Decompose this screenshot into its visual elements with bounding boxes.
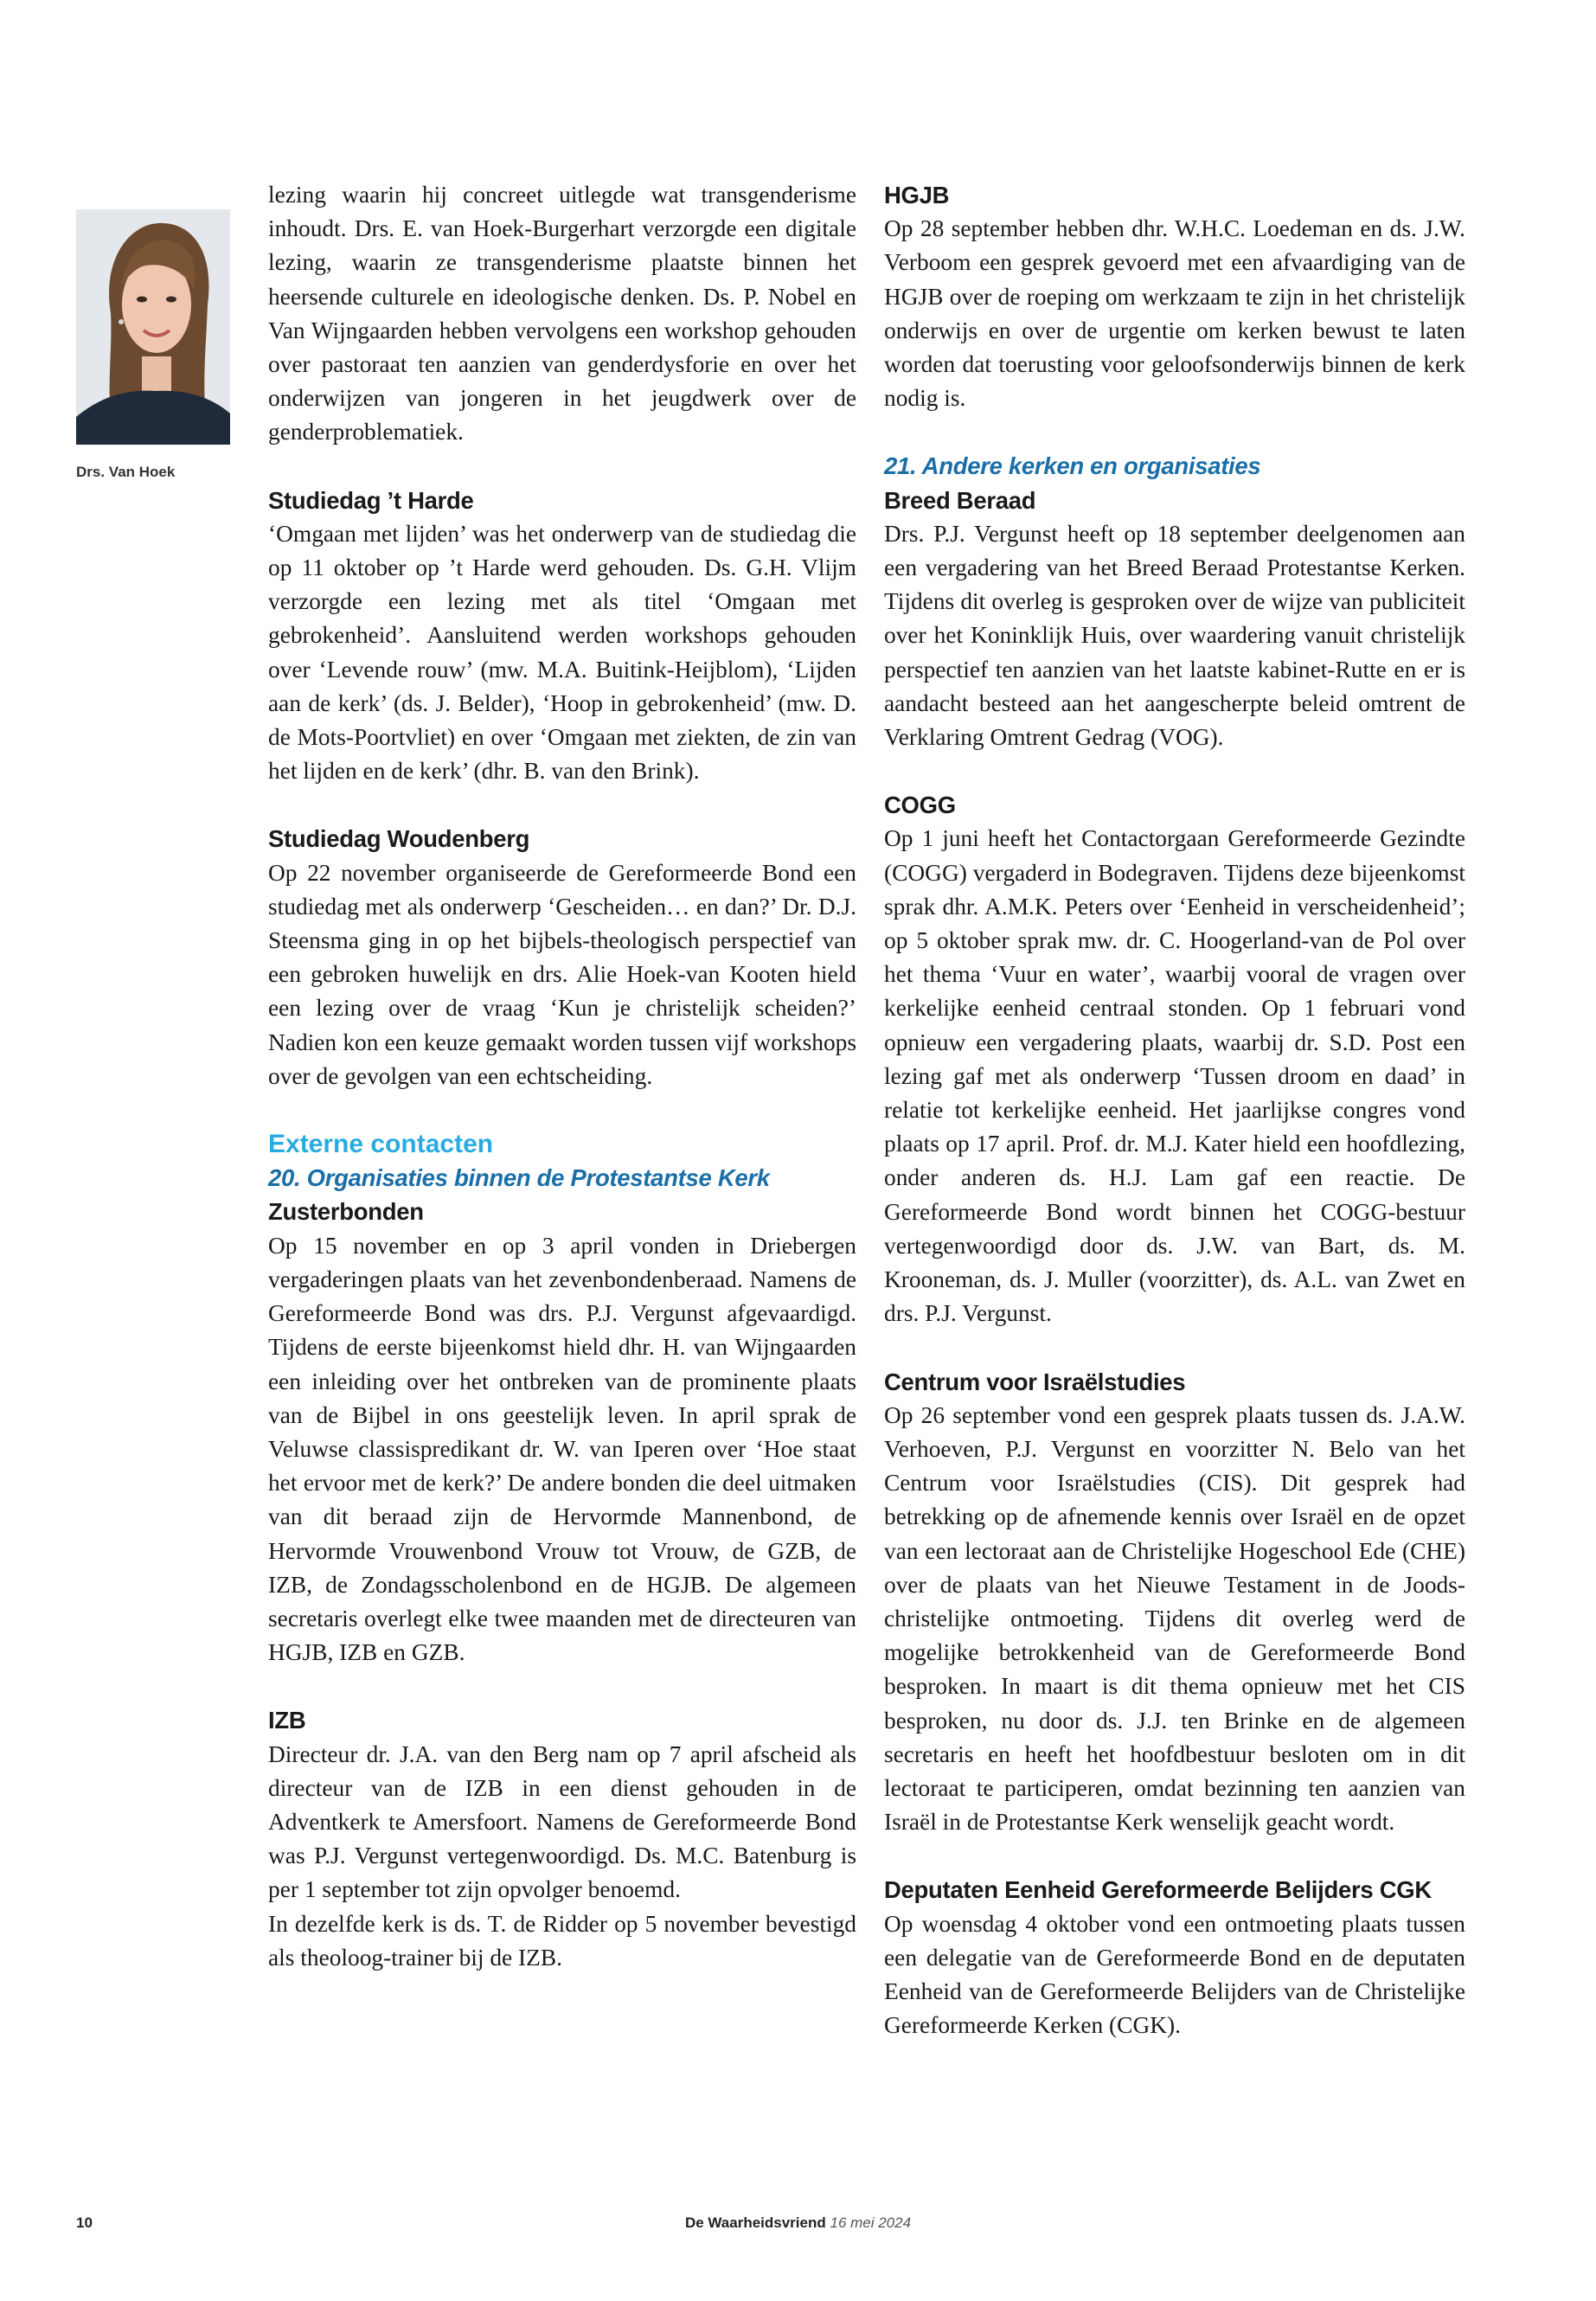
photo-caption: Drs. Van Hoek — [76, 464, 176, 480]
portrait-illustration — [76, 209, 230, 445]
paragraph-woudenberg: Op 22 november organiseerde de Gereformeerde Bond een studiedag met als onderwerp ‘Gescheiden… en dan?’ Dr. D.J. Steensma ging in op het bijbels-theologisch perspectief van een gebroken huwelijk en drs. Alie Hoek-van Kooten hield een lezing over de vraag ‘Kun je christelijk scheiden?’ Nadien kon een keuze gemaakt worden tussen vijf workshops over de gevolgen van een echtscheiding. — [268, 859, 856, 1089]
heading-section-20: 20. Organisaties binnen de Protestantse Kerk — [268, 1164, 770, 1192]
heading-zusterbonden: Zusterbonden — [268, 1198, 424, 1226]
paragraph-harde: ‘Omgaan met lijden’ was het onderwerp van de studiedag die op 11 oktober op ’t Harde werd gehouden. Ds. G.H. Vlijm verzorgde een lezing met als titel ‘Omgaan met gebrokenheid’. Aansluitend werden workshops gehouden over ‘Levende rouw’ (mw. M.A. Buitink-Heijblom), ‘Lijden aan de kerk’ (ds. J. Belder), ‘Hoop in gebrokenheid’ (mw. D. de Mots-Poortvliet) en over ‘Omgaan met ziekten, de zin van het lijden en de kerk’ (dhr. B. van den Brink). — [268, 520, 856, 785]
heading-deputaten-cgk: Deputaten Eenheid Gereformeerde Belijders CGK — [884, 1876, 1432, 1904]
right-column — [884, 178, 1465, 2042]
heading-studiedag-harde: Studiedag ’t Harde — [268, 486, 474, 514]
paragraph-cogg: Op 1 juni heeft het Contactorgaan Gereformeerde Gezindte (COGG) vergaderd in Bodegraven. Tijdens deze bijeenkomst sprak dhr. A.M.K. Peters over ‘Eenheid in verscheidenheid’; op 5 oktober sprak mw. dr. C. Hoogerland-van de Pol over het thema ‘Vuur en water’, waarbij vooral de vragen over kerkelijke eenheid centraal stonden. Op 1 februari vond opnieuw een vergadering plaats, waarbij dr. S.D. Post een lezing gaf met als onderwerp ‘Tussen droom en daad’ in relatie tot kerkelijke eenheid. Het jaarlijkse congres vond plaats op 17 april. Prof. dr. M.J. Kater hield een hoofdlezing, onder anderen ds. H.J. Lam gaf een reactie. De Gereformeerde Bond wordt binnen het COGG-bestuur vertegenwoordigd door ds. J.W. van Bart, ds. M. Krooneman, ds. J. Muller (voorzitter), ds. A.L. van Zwet en drs. P.J. Vergunst. — [884, 825, 1465, 1327]
heading-breed-beraad: Breed Beraad — [884, 486, 1036, 514]
paragraph-deputaten-cgk: Op woensdag 4 oktober vond een ontmoeting plaats tussen een delegatie van de Gereformeerde Bond en de deputaten Eenheid van de Gereformeerde Belijders van de Christelijke Gereformeerde Kerken (CGK). — [884, 1910, 1465, 2039]
heading-cogg: COGG — [884, 792, 956, 819]
heading-studiedag-woudenberg: Studiedag Woudenberg — [268, 825, 530, 853]
paragraph-hgjb: Op 28 september hebben dhr. W.H.C. Loedeman en ds. J.W. Verboom een gesprek gevoerd met een afvaardiging van de HGJB over de roeping om werkzaam te zijn in het christelijk onderwijs en over de urgentie om kerken bewust te laten worden dat toerusting voor geloofsonderwijs binnen de kerk nodig is. — [884, 215, 1465, 412]
heading-izb: IZB — [268, 1707, 306, 1734]
issue-date: 16 mei 2024 — [830, 2214, 912, 2231]
heading-centrum-israelstudies: Centrum voor Israëlstudies — [884, 1368, 1186, 1395]
paragraph-intro: lezing waarin hij concreet uitlegde wat transgenderisme inhoudt. Drs. E. van Hoek-Burgerhart verzorgde een digitale lezing, waarin ze transgenderisme plaatste binnen het heersende culturele en ideologische denken. Ds. P. Nobel en Van Wijngaarden hebben vervolgens een workshop gehouden over pastoraat ten aanzien van genderdysforie en over het onderwijzen van jongeren in het jeugdwerk over de genderproblematiek. — [268, 182, 856, 445]
portrait-photo — [76, 209, 230, 445]
heading-externe-contacten: Externe contacten — [268, 1130, 494, 1159]
heading-hgjb: HGJB — [884, 182, 950, 208]
left-column — [268, 178, 856, 1975]
paragraph-breed-beraad: Drs. P.J. Vergunst heeft op 18 september deelgenomen aan een vergadering van het Breed Beraad Protestantse Kerken. Tijdens dit overleg is gesproken over de wijze van publiciteit over het Koninklijk Huis, over waardering vanuit christelijk perspectief ten aanzien van het laatste kabinet-Rutte en er is aandacht besteed aan het aangescherpte beleid omtrent de Verklaring Omtrent Gedrag (VOG). — [884, 520, 1465, 751]
footer-masthead — [0, 2214, 1596, 2232]
page-number: 10 — [76, 2214, 93, 2231]
magazine-name: De Waarheidsvriend — [684, 2214, 826, 2231]
paragraph-izb-1: Directeur dr. J.A. van den Berg nam op 7 april afscheid als directeur van de IZB in een dienst gehouden in de Adventkerk te Amersfoort. Namens de Gereformeerde Bond was P.J. Vergunst vertegenwoordigd. Ds. M.C. Batenburg is per 1 september tot zijn opvolger benoemd. — [268, 1740, 856, 1903]
heading-section-21: 21. Andere kerken en organisaties — [884, 452, 1261, 480]
paragraph-izb-2: In dezelfde kerk is ds. T. de Ridder op 5 november bevestigd als theoloog-trainer bij de IZB. — [268, 1910, 856, 1971]
paragraph-centrum-israelstudies: Op 26 september vond een gesprek plaats tussen ds. J.A.W. Verhoeven, P.J. Vergunst en voorzitter N. Belo van het Centrum voor Israëlstudies (CIS). Dit gesprek had betrekking op de afnemende kennis over Israël en de opzet van een lectoraat aan de Christelijke Hogeschool Ede (CHE) over de plaats van het Nieuwe Testament in de Joods-christelijke ontmoeting. Tijdens dit overleg werd de mogelijke betrokkenheid van de Gereformeerde Bond besproken. In maart is dit thema opnieuw met het CIS besproken, nu door ds. J.J. ten Brinke en de algemeen secretaris en heeft het hoofdbestuur besloten om in dit lectoraat te participeren, omdat bezinning ten aanzien van Israël in de Protestantse Kerk wenselijk geacht wordt. — [884, 1401, 1465, 1836]
paragraph-zusterbonden: Op 15 november en op 3 april vonden in Driebergen vergaderingen plaats van het zevenbondenberaad. Namens de Gereformeerde Bond was drs. P.J. Vergunst afgevaardigd. Tijdens de eerste bijeenkomst hield dhr. H. van Wijngaarden een inleiding over het ontbreken van de prominente plaats van de Bijbel in ons geestelijk leven. In april sprak de Veluwse classispredikant dr. W. van Iperen over ‘Hoe staat het ervoor met de kerk?’ De andere bonden die deel uitmaken van dit beraad zijn de Hervormde Mannenbond, de Hervormde Vrouwenbond Vrouw tot Vrouw, de GZB, de IZB, de Zondagsscholenbond en de HGJB. De algemeen secretaris overlegt elke twee maanden met de directeuren van HGJB, IZB en GZB. — [268, 1232, 856, 1666]
